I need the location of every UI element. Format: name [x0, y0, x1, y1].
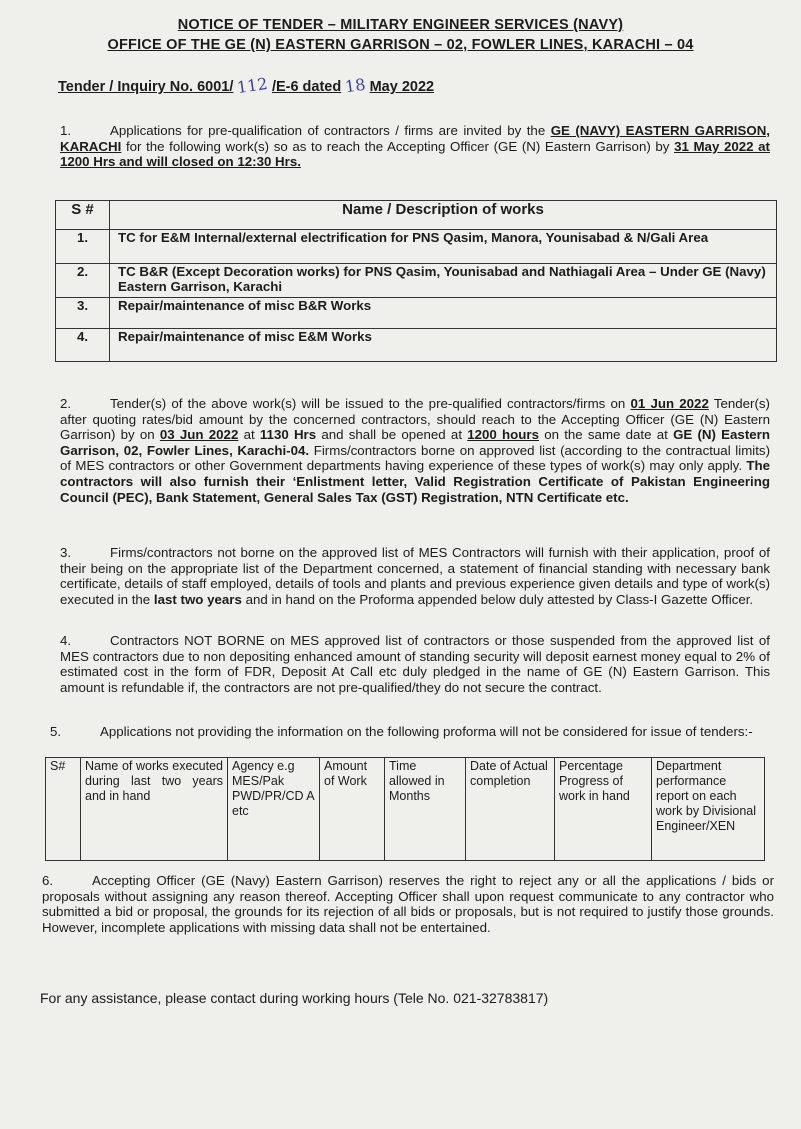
contact-line: For any assistance, please contact during working hours (Tele No. 021-32783817) [40, 990, 549, 1006]
garrison-name: GE (NAVY) EASTERN GARRISON, KARACHI [60, 123, 770, 154]
proforma-col-time: Time allowed in Months [385, 758, 466, 861]
table-row: 4. Repair/maintenance of misc E&M Works [56, 329, 777, 362]
proforma-table [45, 757, 765, 861]
notice-title: NOTICE OF TENDER – MILITARY ENGINEER SERVICES (NAVY) [177, 17, 624, 33]
paragraph-6: 6. Accepting Officer (GE (Navy) Eastern Garrison) reserves the right to reject any or all the applications / bids or proposals without assigning any reason thereof. Accepting Officer shall upon request communicate to any contractor who submitted a bid or proposal, the grounds for its rejection of all bids or proposals, but is not required to justify those grounds. However, incomplete applications with missing data shall not be entertained. [42, 873, 774, 935]
submission-deadline: 31 May 2022 at 1200 Hrs and will closed on 12:30 Hrs. [60, 138, 770, 170]
paragraph-4: 4. Contractors NOT BORNE on MES approved list of contractors or those suspended from the approved list of MES contractors due to non depositing enhanced amount of standing security will deposit earnest money equal to 2% of estimated cost in the form of FDR, Deposit At Call etc duly pledged in the name of GE (N) Eastern Garrison. This amount is refundable if, the contractors are not pre-qualified/they do not secure the contract. [60, 633, 770, 695]
works-header-name: Name / Description of works [110, 201, 777, 230]
proforma-col-sn: S# [46, 758, 81, 861]
handwritten-day: 18 [344, 74, 367, 97]
paragraph-2: 2. Tender(s) of the above work(s) will be issued to the pre-qualified contractors/firms on 01 Jun 2022 Tender(s) after quoting rates/bid amount by the concerned contractors, should reach to the Accepting Officer (GE (N) Eastern Garrison) by on 03 Jun 2022 at 1130 Hrs and shall be opened at 1200 hours on the same date at GE (N) Eastern Garrison, 02, Fowler Lines, Karachi-04. Firms/contractors borne on approved list (according to the contractual limits) of MES contractors or other Government departments having experience of these types of work(s) may only apply. The contractors will also furnish their ‘Enlistment letter, Valid Registration Certificate of Pakistan Engineering Council (PEC), Bank Statement, General Sales Tax (GST) Registration, NTN Certificate etc. [60, 396, 770, 505]
paragraph-5: 5. Applications not providing the information on the following proforma will not be considered for issue of tenders:- [50, 724, 753, 739]
handwritten-tender-no: 112 [236, 73, 270, 98]
paragraph-3: 3. Firms/contractors not borne on the approved list of MES Contractors will furnish with their application, proof of their being on the appropriate list of the Department concerned, a statement of financial standing with necessary bank certificate, details of staff employed, details of tools and plants and previous experience given details and type of work(s) executed in the last two years and in hand on the Proforma appended below duly attested by Class-I Gazette Officer. [60, 545, 770, 607]
proforma-col-agency: Agency e.g MES/Pak PWD/PR/CD A etc [228, 758, 320, 861]
table-row: 2. TC B&R (Except Decoration works) for PNS Qasim, Younisabad and Nathiagali Area – Under GE (Navy) Eastern Garrison, Karachi [56, 264, 777, 298]
proforma-col-performance: Department performance report on each work by Divisional Engineer/XEN [652, 758, 765, 861]
office-title: OFFICE OF THE GE (N) EASTERN GARRISON – 02, FOWLER LINES, KARACHI – 04 [107, 37, 694, 53]
tender-middle: /E-6 dated [271, 79, 342, 95]
paragraph-1: 1. Applications for pre-qualification of contractors / firms are invited by the GE (NAVY) EASTERN GARRISON, KARACHI for the following work(s) so as to reach the Accepting Officer (GE (N) Eastern Garrison) by 31 May 2022 at 1200 Hrs and will closed on 12:30 Hrs. [60, 123, 770, 170]
tender-month-year: May 2022 [369, 79, 435, 95]
tender-prefix: Tender / Inquiry No. 6001/ [58, 79, 234, 95]
proforma-col-completion: Date of Actual completion [466, 758, 555, 861]
tender-number [58, 73, 435, 98]
proforma-col-progress: Percentage Progress of work in hand [555, 758, 652, 861]
works-header-sn: S # [56, 201, 110, 230]
table-row: 1. TC for E&M Internal/external electrification for PNS Qasim, Manora, Younisabad & N/Gali Area [56, 230, 777, 264]
works-table [55, 200, 777, 362]
table-row: 3. Repair/maintenance of misc B&R Works [56, 298, 777, 329]
proforma-col-amount: Amount of Work [320, 758, 385, 861]
proforma-col-works: Name of works executed during last two years and in hand [81, 758, 228, 861]
